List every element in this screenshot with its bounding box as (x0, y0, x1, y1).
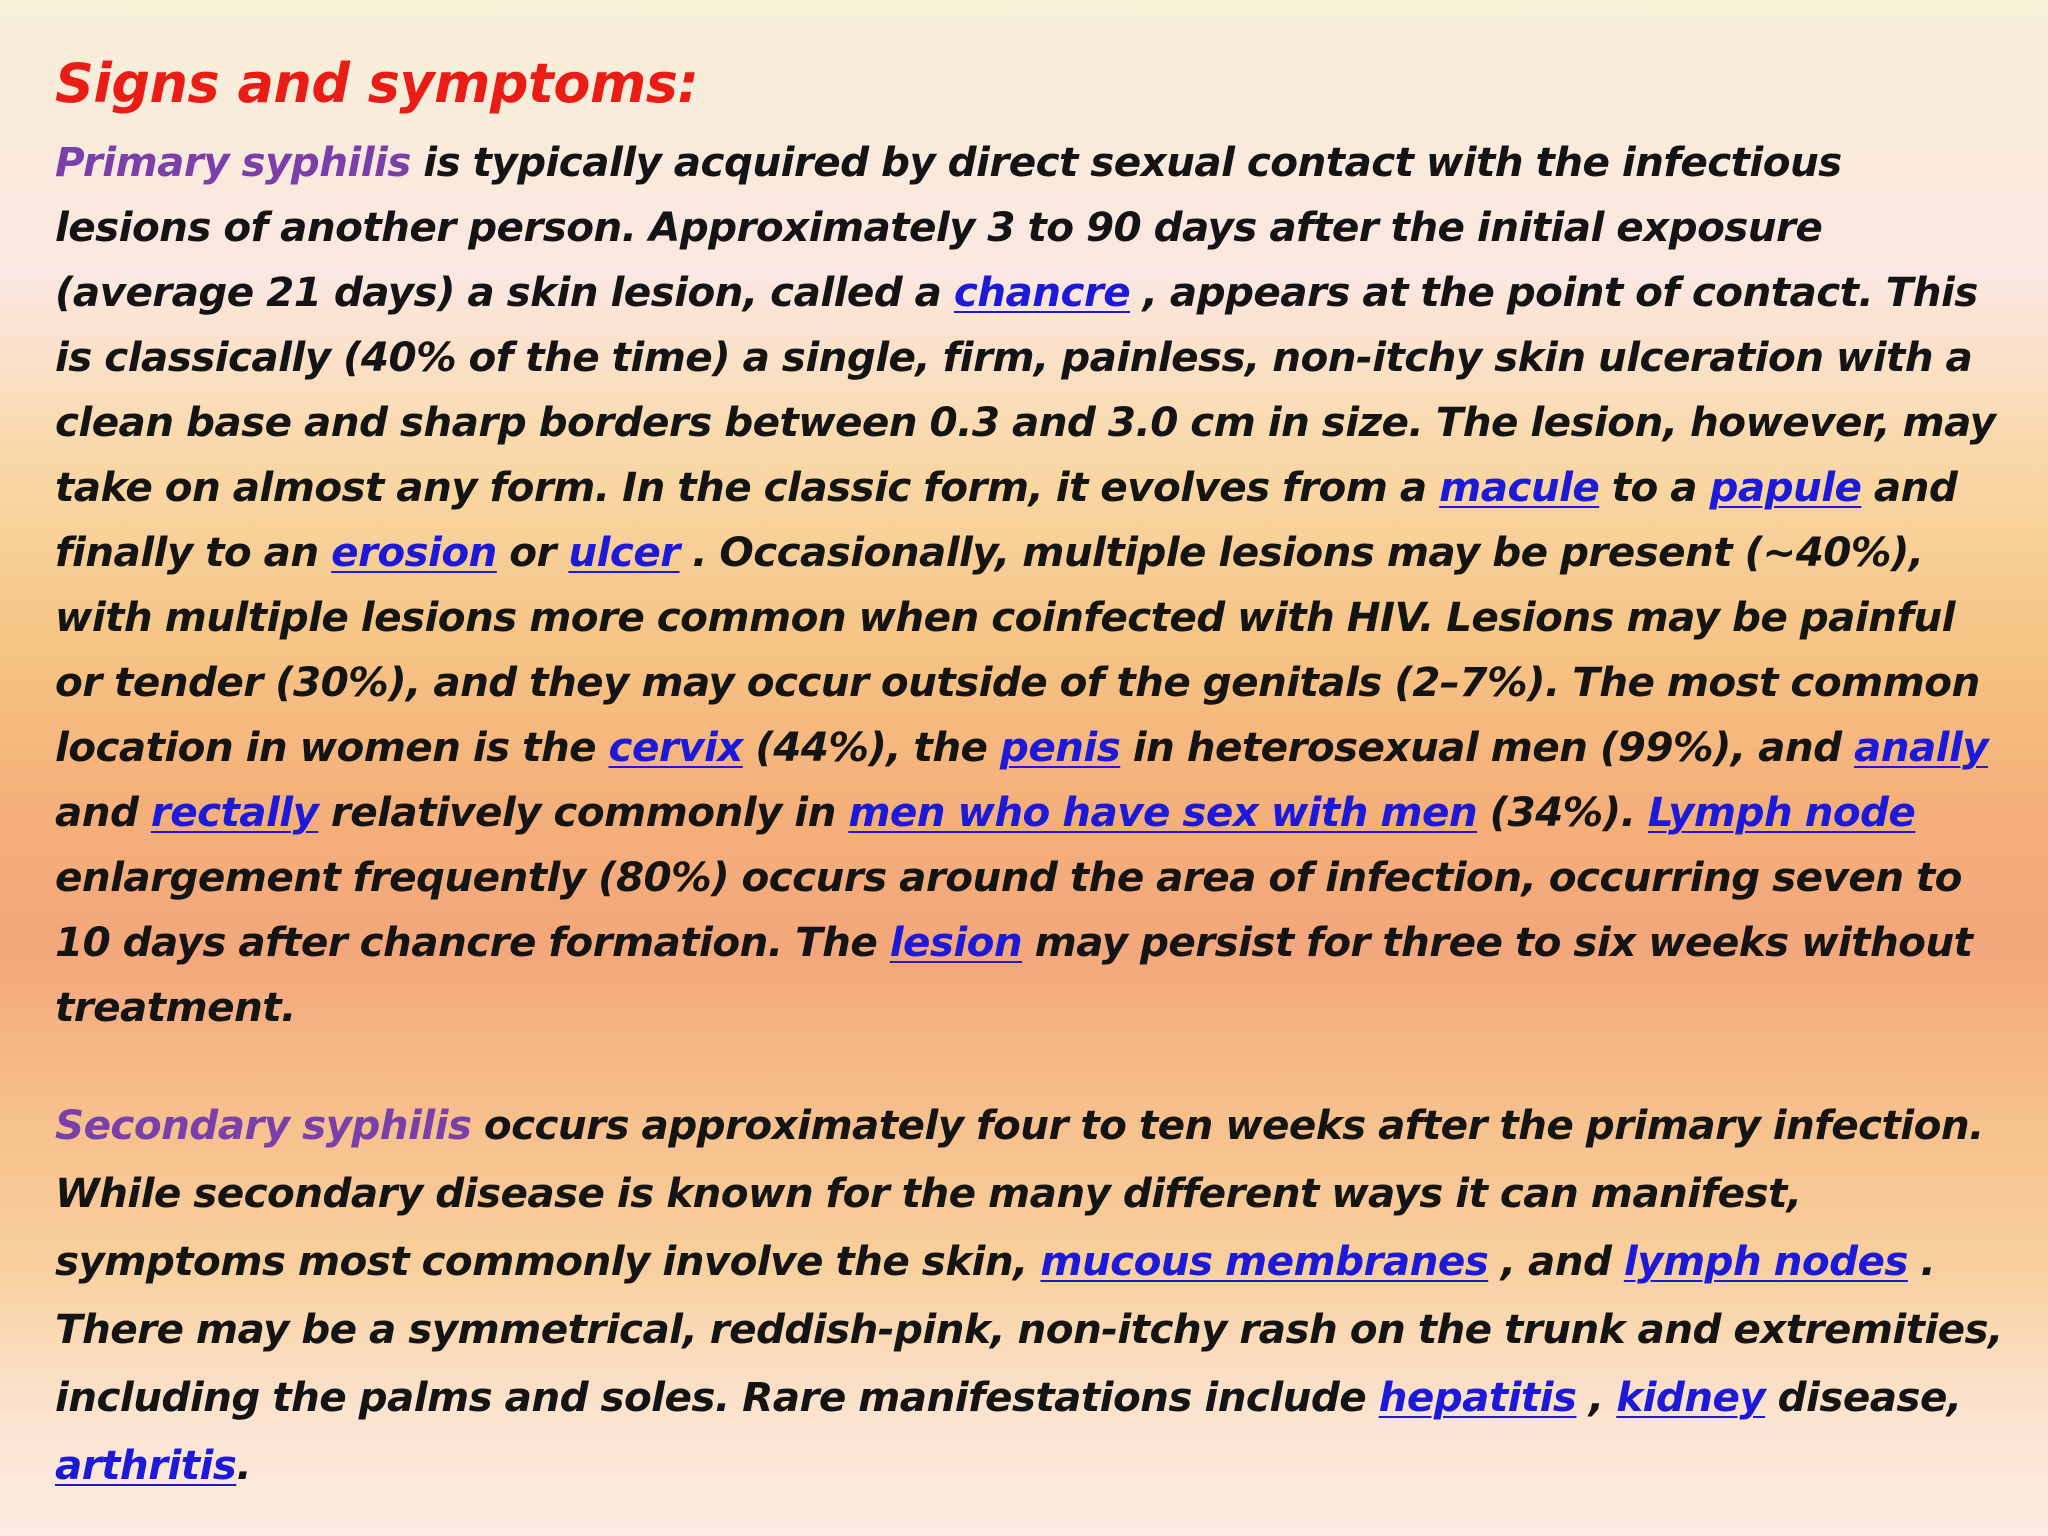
link-arthritis[interactable]: arthritis (55, 1441, 237, 1489)
link-cervix[interactable]: cervix (608, 723, 743, 771)
link-lymph-node[interactable]: Lymph node (1647, 788, 1916, 836)
slide-title: Signs and symptoms: (55, 52, 699, 115)
primary-syphilis-paragraph (55, 130, 2005, 1040)
link-erosion[interactable]: erosion (331, 528, 497, 576)
link-macule[interactable]: macule (1439, 463, 1600, 511)
text-segment: (34%). (1477, 788, 1648, 836)
text-segment: . (236, 1441, 252, 1489)
text-segment: occurs approximately four to ten weeks after the primary infection. While secondary disease is known for the many different ways it can manifest, symptoms most commonly involve the skin, (55, 1101, 1984, 1285)
link-men-who-have-sex-with-men[interactable]: men who have sex with men (848, 788, 1478, 836)
text-segment: . There may be a symmetrical, reddish-pink, non-itchy rash on the trunk and extremities, including the palms and soles. Rare manifestations include (55, 1237, 2003, 1421)
text-segment: , appears at the point of contact. This is classically (40% of the time) a single, firm, painless, non-itchy skin ulceration with a clean base and sharp borders between 0.3 and 3.0 cm in size. The lesion, however, may take on almost any form. In the classic form, it evolves from a (55, 268, 1996, 511)
text-segment: and finally to an (55, 463, 1958, 576)
link-lesion[interactable]: lesion (889, 918, 1023, 966)
link-chancre[interactable]: chancre (953, 268, 1131, 316)
text-segment: (44%), the (742, 723, 1000, 771)
link-penis[interactable]: penis (999, 723, 1121, 771)
text-segment: . Occasionally, multiple lesions may be present (~40%), with multiple lesions more common when coinfected with HIV. Lesions may be painful or tender (30%), and they may occur outside of the genitals (2–7%). The most common location in women is the (55, 528, 1980, 771)
link-papule[interactable]: papule (1709, 463, 1862, 511)
text-segment: , (1576, 1373, 1617, 1421)
text-segment: and (55, 788, 151, 836)
text-segment: or (496, 528, 569, 576)
link-lymph-nodes[interactable]: lymph nodes (1623, 1237, 1908, 1285)
text-segment: may persist for three to six weeks without treatment. (55, 918, 1973, 1031)
link-anally[interactable]: anally (1853, 723, 1989, 771)
text-segment: in heterosexual men (99%), and (1120, 723, 1854, 771)
text-segment: to a (1599, 463, 1710, 511)
text-segment: disease, (1765, 1373, 1962, 1421)
link-hepatitis[interactable]: hepatitis (1378, 1373, 1577, 1421)
secondary-syphilis-paragraph (55, 1091, 2005, 1499)
primary-syphilis-term: Primary syphilis (55, 138, 411, 186)
link-mucous-membranes[interactable]: mucous membranes (1040, 1237, 1489, 1285)
link-ulcer[interactable]: ulcer (568, 528, 680, 576)
text-segment: enlargement frequently (80%) occurs around the area of infection, occurring seven to 10 days after chancre formation. The (55, 853, 1962, 966)
text-segment: relatively commonly in (318, 788, 849, 836)
text-segment: is typically acquired by direct sexual contact with the infectious lesions of another person. Approximately 3 to 90 days after the initial exposure (average 21 days) a skin lesion, called a (55, 138, 1842, 316)
link-kidney[interactable]: kidney (1616, 1373, 1766, 1421)
secondary-syphilis-term: Secondary syphilis (55, 1101, 472, 1149)
text-segment: , and (1488, 1237, 1624, 1285)
link-rectally[interactable]: rectally (150, 788, 319, 836)
